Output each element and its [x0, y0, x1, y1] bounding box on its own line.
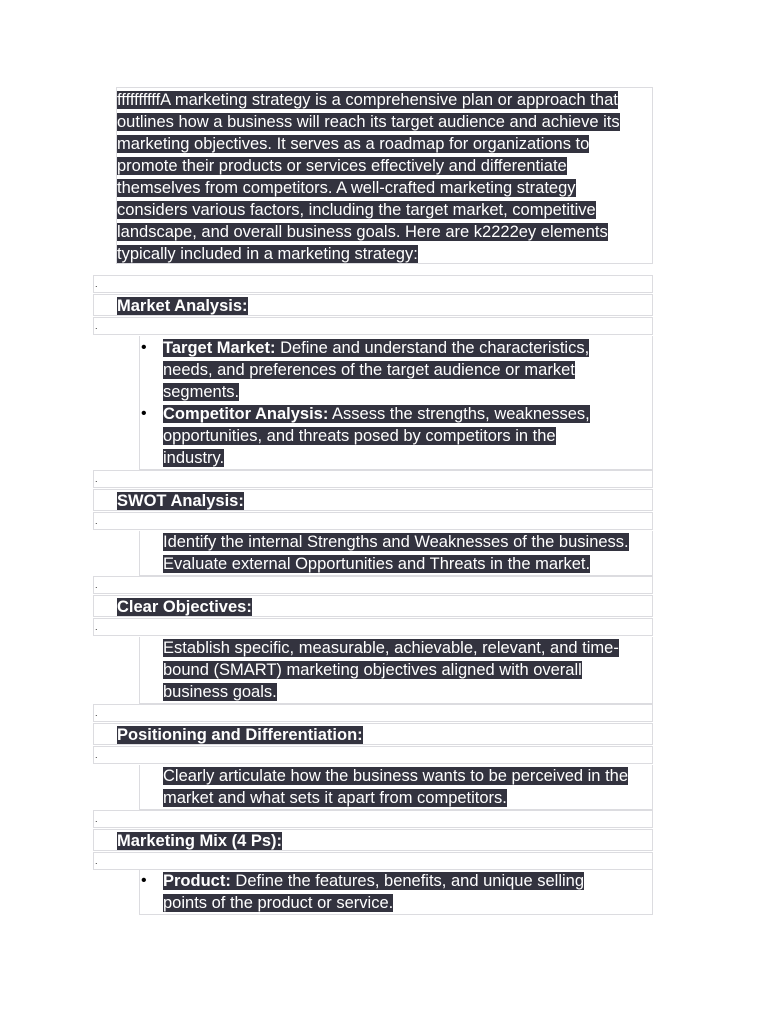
bullet-icon: •: [141, 339, 147, 356]
item-label[interactable]: Competitor Analysis:: [163, 405, 329, 423]
bullet-icon: •: [141, 405, 147, 422]
section-text-positioning[interactable]: Clearly articulate how the business wants to be perceived in the market and what sets it apart from competitors.: [163, 767, 629, 807]
section-text-swot[interactable]: Identify the internal Strengths and Weaknesses of the business. Evaluate external Opportunities and Threats in the market.: [163, 533, 629, 573]
empty-paragraph[interactable]: .: [93, 810, 653, 828]
intro-block: [116, 87, 653, 264]
text-block: [139, 531, 653, 576]
empty-paragraph[interactable]: .: [93, 852, 653, 870]
empty-paragraph[interactable]: .: [93, 275, 653, 293]
item-text[interactable]: Define and understand the characteristics, needs, and preferences of the target audience or market segments.: [163, 339, 590, 401]
list-item: [141, 403, 618, 469]
empty-paragraph[interactable]: .: [93, 512, 653, 530]
heading-block: [93, 595, 653, 617]
list-block: [139, 870, 653, 915]
heading-block: [93, 294, 653, 316]
heading-block: [93, 829, 653, 851]
empty-paragraph[interactable]: .: [93, 576, 653, 594]
section-heading-positioning[interactable]: Positioning and Differentiation:: [117, 726, 363, 744]
empty-paragraph[interactable]: .: [93, 746, 653, 764]
empty-paragraph[interactable]: .: [93, 618, 653, 636]
section-heading-marketing-mix[interactable]: Marketing Mix (4 Ps):: [117, 832, 283, 850]
bullet-list: [141, 337, 618, 469]
intro-paragraph[interactable]: ffffffffffA marketing strategy is a comprehensive plan or approach that outlines how a business will reach its target audience and achieve its marketing objectives. It serves as a roadmap for organizations to promote their products or services effectively and differentiate themselves from competitors. A well-crafted marketing strategy considers various factors, including the target market, competitive landscape, and overall business goals. Here are k2222ey elements typically included in a marketing strategy:: [117, 91, 620, 263]
text-block: [139, 765, 653, 810]
bullet-list: [141, 870, 613, 914]
empty-paragraph[interactable]: .: [93, 704, 653, 722]
section-heading-swot[interactable]: SWOT Analysis:: [117, 492, 244, 510]
item-label[interactable]: Target Market:: [163, 339, 276, 357]
bullet-icon: •: [141, 872, 147, 889]
item-text[interactable]: Assess the strengths, weaknesses, opportunities, and threats posed by competitors in the industry.: [163, 405, 590, 467]
list-item: [141, 337, 618, 403]
section-heading-market-analysis[interactable]: Market Analysis:: [117, 297, 248, 315]
item-text[interactable]: Define the features, benefits, and unique selling points of the product or service.: [163, 872, 584, 912]
list-item: [141, 870, 613, 914]
empty-paragraph[interactable]: .: [93, 317, 653, 335]
empty-paragraph[interactable]: .: [93, 470, 653, 488]
heading-block: [93, 723, 653, 745]
section-text-objectives[interactable]: Establish specific, measurable, achievable, relevant, and time-bound (SMART) marketing objectives aligned with overall business goals.: [163, 639, 619, 701]
section-heading-objectives[interactable]: Clear Objectives:: [117, 598, 252, 616]
item-label[interactable]: Product:: [163, 872, 231, 890]
list-block: [139, 336, 653, 470]
text-block: [139, 637, 653, 704]
heading-block: [93, 489, 653, 511]
